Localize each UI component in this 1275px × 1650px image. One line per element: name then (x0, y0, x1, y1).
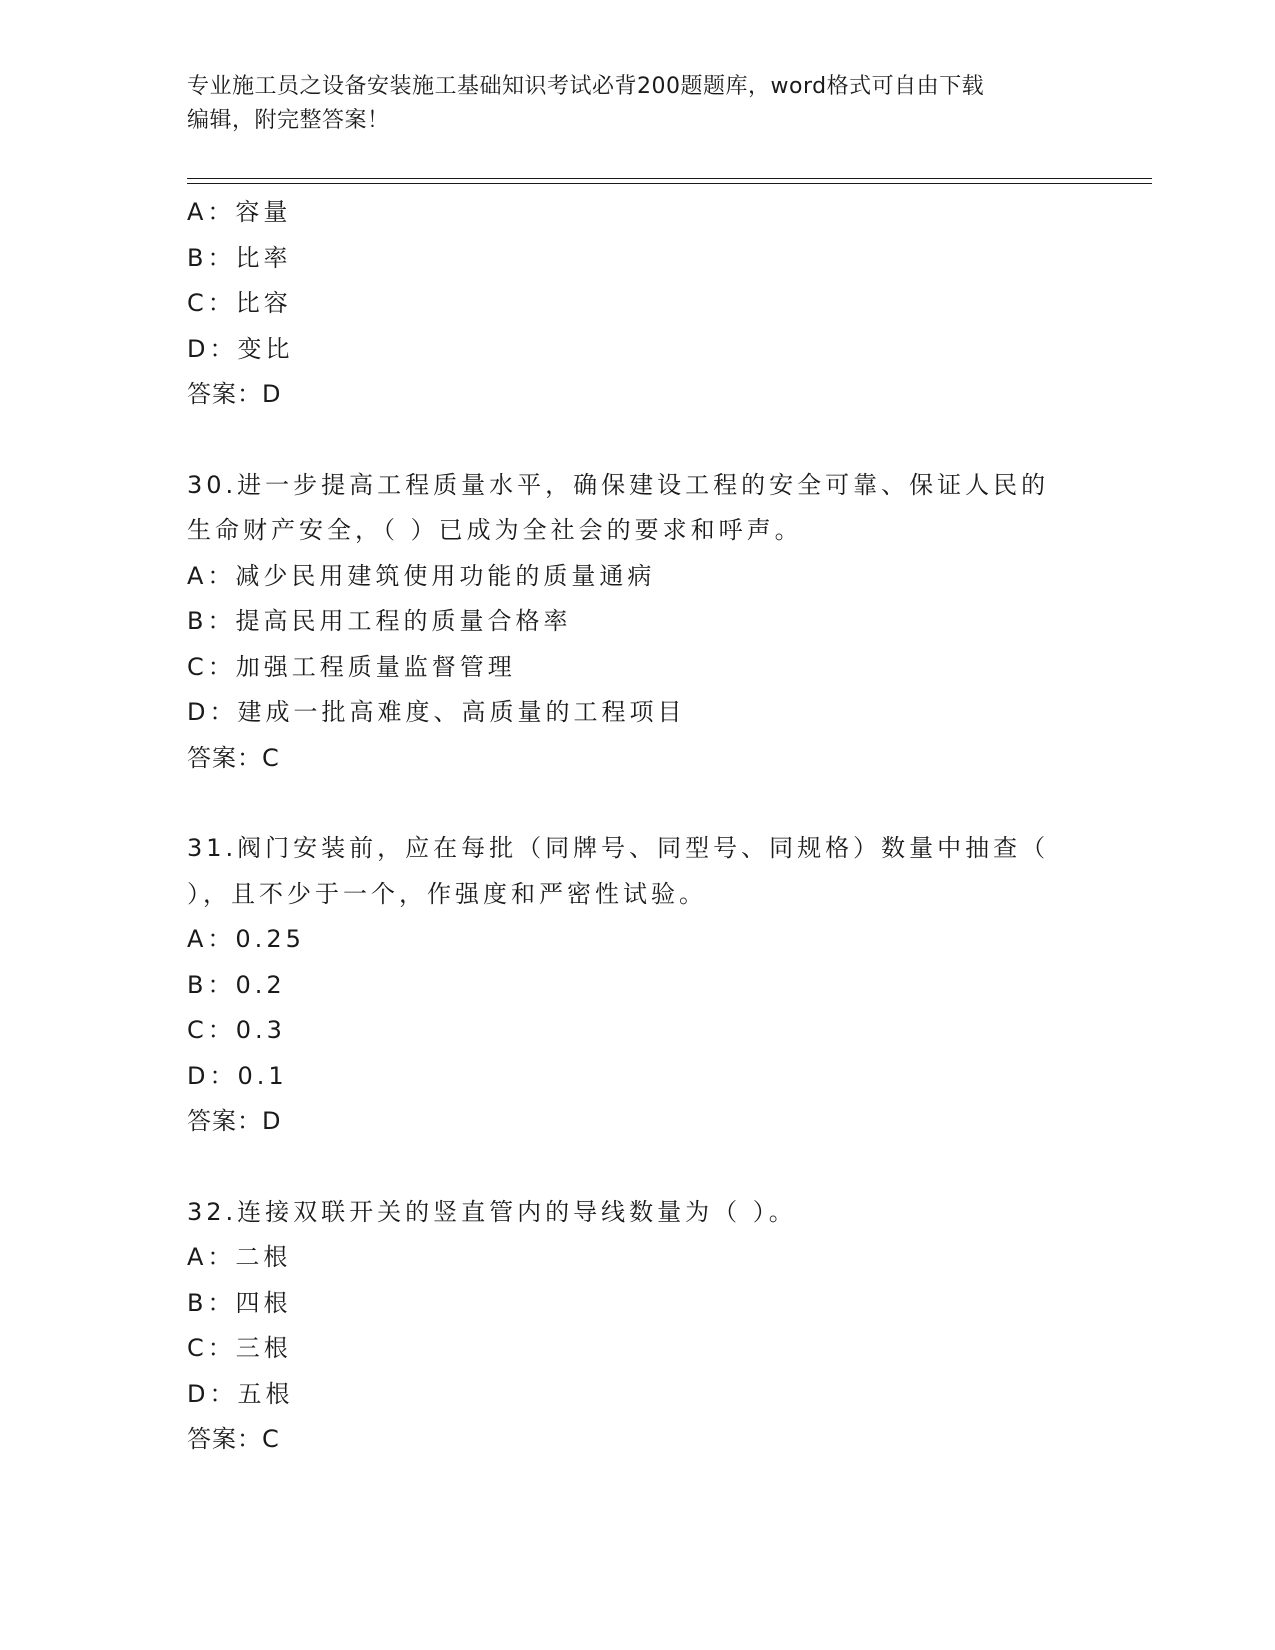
option-d: D：建成一批高难度、高质量的工程项目 (187, 698, 686, 726)
option-d: D：五根 (187, 1379, 294, 1408)
option-b: B：四根 (187, 1288, 292, 1317)
header-line-2: 编辑，附完整答案！ (187, 108, 390, 133)
answer: 答案：D (187, 1107, 282, 1135)
header-rule-top (187, 178, 1152, 179)
question-29-options (187, 190, 1107, 418)
question-text-line-1: 32.连接双联开关的竖直管内的导线数量为（ ）。 (187, 1197, 797, 1226)
option-a: A：容量 (187, 198, 292, 226)
answer: 答案：C (187, 1425, 280, 1453)
question-text-line-1: 30.进一步提高工程质量水平，确保建设工程的安全可靠、保证人民的 (187, 470, 1050, 499)
question-text-line-2: 生命财产安全，（ ）已成为全社会的要求和呼声。 (187, 516, 803, 544)
option-b: B：比率 (187, 243, 292, 272)
document-body (187, 190, 1107, 1463)
option-d: D：变比 (187, 334, 294, 363)
spacer (187, 418, 1107, 463)
answer: 答案：C (187, 743, 280, 772)
spacer (187, 781, 1107, 826)
option-c: C：加强工程质量监督管理 (187, 652, 516, 681)
header-line-1: 专业施工员之设备安装施工基础知识考试必背200题题库，word格式可自由下载 (187, 74, 985, 99)
option-a: A：二根 (187, 1243, 292, 1271)
option-b: B：提高民用工程的质量合格率 (187, 607, 572, 635)
question-text-line-1: 31.阀门安装前，应在每批（同牌号、同型号、同规格）数量中抽查（ (187, 834, 1050, 862)
option-c: C：比容 (187, 289, 292, 317)
option-c: C：三根 (187, 1334, 292, 1362)
question-31 (187, 826, 1107, 1145)
answer: 答案：D (187, 380, 282, 408)
question-32 (187, 1190, 1107, 1463)
spacer (187, 1145, 1107, 1190)
option-c: C：0.3 (187, 1016, 286, 1044)
question-text-line-2: ），且不少于一个，作强度和严密性试验。 (187, 879, 707, 908)
header-rule-bottom (187, 183, 1152, 184)
question-30 (187, 463, 1107, 782)
option-b: B：0.2 (187, 970, 286, 999)
option-a: A：减少民用建筑使用功能的质量通病 (187, 561, 656, 590)
option-a: A：0.25 (187, 925, 305, 953)
document-header (187, 70, 1087, 138)
option-d: D：0.1 (187, 1061, 288, 1090)
